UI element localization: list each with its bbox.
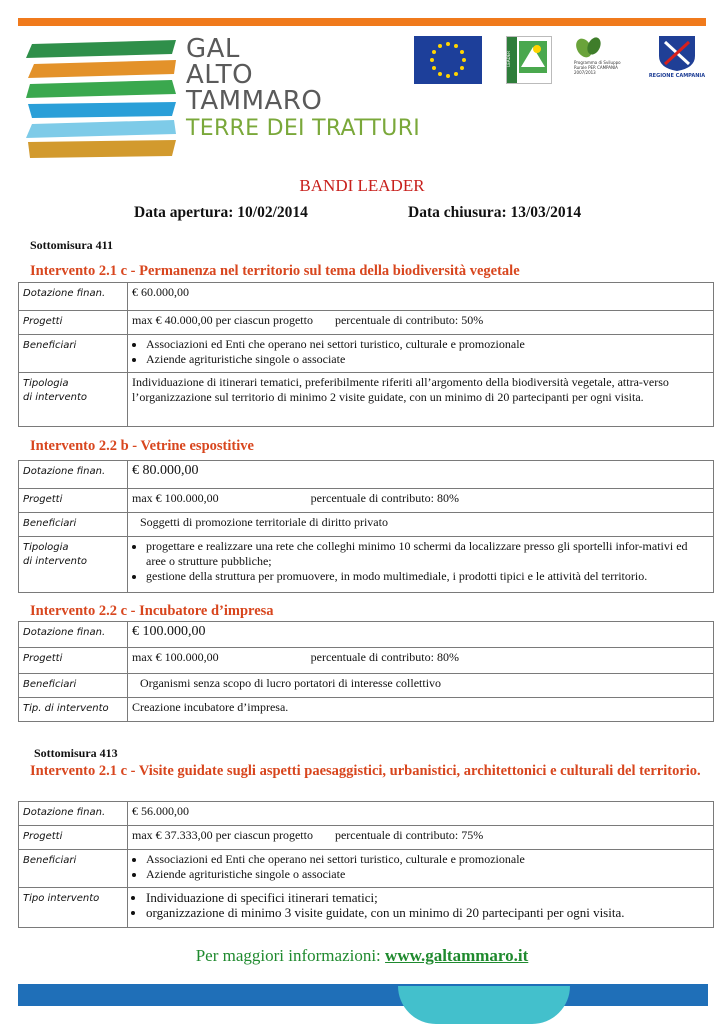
beneficiari-label: Beneficiari: [19, 335, 128, 373]
data-apertura: Data apertura: 10/02/2014: [134, 204, 308, 221]
intervento-411-2-2c-table: [18, 621, 714, 722]
tipologia-label: Tipo intervento: [19, 888, 128, 928]
intervento-411-2-1c-title: Intervento 2.1 c - Permanenza nel territorio sul tema della biodiversità vegetale: [30, 263, 520, 279]
tipologia-label: Tip. di intervento: [19, 698, 128, 722]
percentuale-value: percentuale di contributo: 80%: [310, 491, 459, 505]
footer-text: Per maggiori informazioni:: [195, 946, 381, 965]
progetti-value: max € 100.000,00: [132, 650, 219, 664]
psr-campania-logo: [572, 34, 632, 86]
bottom-blue-bar: [18, 984, 708, 1006]
progetti-label: Progetti: [19, 489, 128, 513]
beneficiari-label: Beneficiari: [19, 674, 128, 698]
progetti-cell: [128, 489, 714, 513]
beneficiari-item: • Associazioni ed Enti che operano nei settori turistico, culturale e promozionale: [146, 337, 709, 352]
dotazione-label: Dotazione finan.: [19, 802, 128, 826]
sottomisura-413-label: Sottomisura 413: [34, 746, 118, 760]
progetti-value: max € 37.333,00 per ciascun progetto: [132, 828, 313, 842]
leader-logo: [506, 36, 552, 84]
psr-label: Programma di Sviluppo Rurale PER CAMPANIA 2007/2013: [574, 60, 621, 75]
progetti-cell: [128, 311, 714, 335]
beneficiari-item: • Aziende agrituristiche singole o associate: [146, 867, 709, 882]
beneficiari-cell: [128, 850, 714, 888]
beneficiari-label: Beneficiari: [19, 513, 128, 537]
progetti-label: Progetti: [19, 826, 128, 850]
regione-shield-icon: [657, 34, 697, 72]
progetti-cell: [128, 826, 714, 850]
beneficiari-cell: [128, 335, 714, 373]
intervento-411-2-2b-title: Intervento 2.2 b - Vetrine espostitive: [30, 438, 254, 454]
tipologia-label-line1: Tipologia: [23, 378, 69, 389]
tipologia-item: • Individuazione di specifici itinerari tematici;: [146, 890, 709, 905]
regione-campania-logo: [646, 34, 708, 86]
tipologia-item: • organizzazione di minimo 3 visite guidate, con un minimo di 20 partecipanti per ogni visita.: [146, 905, 709, 920]
progetti-label: Progetti: [19, 311, 128, 335]
data-chiusura: Data chiusura: 13/03/2014: [408, 204, 582, 221]
tipologia-item: • gestione della struttura per promuovere, in modo multimediale, i prodotti tipici e le attività del territorio.: [146, 569, 709, 584]
page-title: BANDI LEADER: [299, 176, 425, 195]
beneficiari-item: • Aziende agrituristiche singole o associate: [146, 352, 709, 367]
progetti-label: Progetti: [19, 648, 128, 674]
dotazione-label: Dotazione finan.: [19, 283, 128, 311]
leader-label: LEADER: [506, 51, 511, 67]
beneficiari-item: • Associazioni ed Enti che operano nei settori turistico, culturale e promozionale: [146, 852, 709, 867]
percentuale-value: percentuale di contributo: 80%: [310, 650, 459, 664]
sottomisura-411-label: Sottomisura 411: [30, 238, 114, 252]
intervento-411-2-2c-title: Intervento 2.2 c - Incubatore d’impresa: [30, 603, 274, 619]
beneficiari-label: Beneficiari: [19, 850, 128, 888]
logo-terre-dei-tratturi: TERRE DEI TRATTURI: [186, 116, 421, 141]
leaf-icon: [574, 34, 604, 60]
tipologia-cell: [128, 888, 714, 928]
bottom-teal-wave: [398, 986, 570, 1024]
logo-tammaro: TAMMARO: [186, 86, 323, 116]
dotazione-label: Dotazione finan.: [19, 461, 128, 489]
percentuale-value: percentuale di contributo: 75%: [334, 828, 484, 842]
tipologia-item: • progettare e realizzare una rete che colleghi minimo 10 schermi da localizzare presso gli sportelli infor-mativi ed aree o strutture pubbliche;: [146, 539, 709, 569]
footer-info: [0, 946, 724, 966]
dotazione-value: € 100.000,00: [128, 622, 714, 648]
progetti-value: max € 100.000,00: [132, 491, 219, 505]
tipologia-value: Creazione incubatore d’impresa.: [128, 698, 714, 722]
intervento-413-2-1c-table: [18, 801, 714, 928]
logo-gal: GAL: [186, 34, 240, 64]
tipologia-label-line1: Tipologia: [23, 542, 69, 553]
campania-label: REGIONE CAMPANIA: [648, 73, 706, 79]
progetti-cell: [128, 648, 714, 674]
tipologia-cell: [128, 537, 714, 593]
footer-website-link[interactable]: www.galtammaro.it: [385, 946, 529, 965]
eu-flag-icon: [414, 36, 482, 84]
intervento-413-2-1c-title: Intervento 2.1 c - Visite guidate sugli aspetti paesaggistici, urbanistici, architettonici e culturali del territorio.: [30, 763, 701, 779]
gal-logo-text: [186, 36, 420, 142]
intervento-411-2-2b-table: [18, 460, 714, 593]
dotazione-label: Dotazione finan.: [19, 622, 128, 648]
tipologia-label-line2: di intervento: [23, 556, 88, 567]
top-orange-bar: [18, 18, 706, 26]
tipologia-value: Individuazione di itinerari tematici, preferibilmente riferiti all’argomento della biodiversità vegetale, attra-verso l’organizzazione sul territorio di minimo 2 visite guidate, con un minimo di 20 partecipanti per ogni visita.: [128, 373, 714, 427]
logo-alto: ALTO: [186, 60, 254, 90]
dotazione-value: € 56.000,00: [128, 802, 714, 826]
dotazione-value: € 60.000,00: [128, 283, 714, 311]
progetti-value: max € 40.000,00 per ciascun progetto: [132, 313, 313, 327]
tipologia-label: [19, 537, 128, 593]
beneficiari-value: Soggetti di promozione territoriale di diritto privato: [128, 513, 714, 537]
gal-logo-stripes: [26, 40, 176, 160]
beneficiari-value: Organismi senza scopo di lucro portatori di interesse collettivo: [128, 674, 714, 698]
tipologia-label: [19, 373, 128, 427]
percentuale-value: percentuale di contributo: 50%: [334, 313, 484, 327]
tipologia-label-line2: di intervento: [23, 392, 88, 403]
intervento-411-2-1c-table: [18, 282, 714, 427]
dotazione-value: € 80.000,00: [128, 461, 714, 489]
